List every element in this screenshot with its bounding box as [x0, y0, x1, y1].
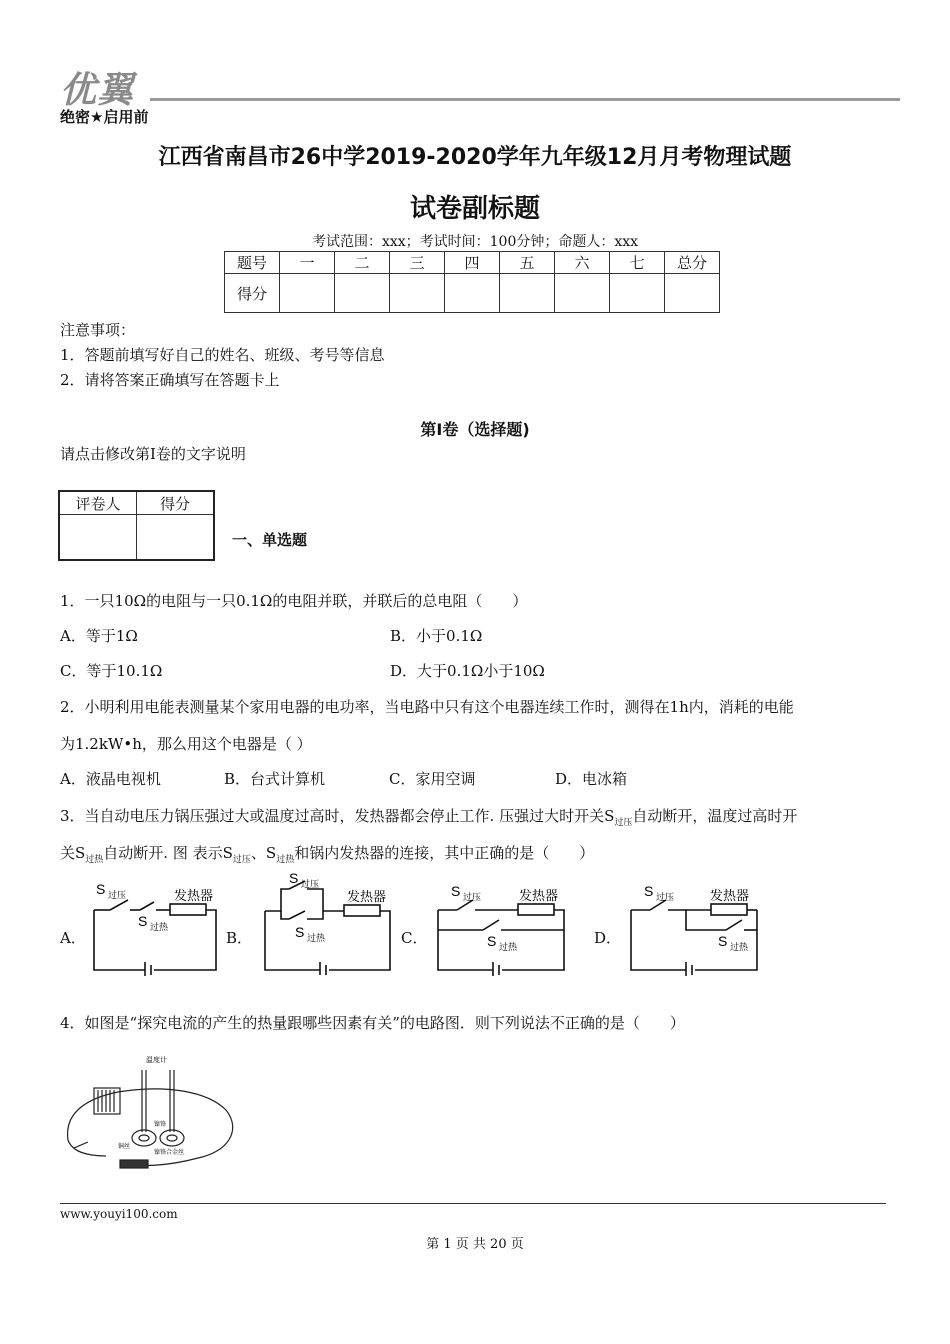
grader-table [58, 490, 215, 561]
score-cell[interactable] [555, 274, 610, 313]
exam-info: 考试范围：xxx；考试时间：100分钟；命题人：xxx [311, 234, 639, 250]
question-4-stem: 4．如图是“探究电流的产生的热量跟哪些因素有关”的电路图．则下列说法不正确的是（ ） [60, 1014, 685, 1032]
header-rule [150, 98, 900, 101]
svg-text:发热器: 发热器 [347, 889, 387, 904]
q1-option-d: D．大于0.1Ω小于10Ω [390, 662, 545, 680]
footer-url[interactable]: www.youyi100.com [60, 1207, 178, 1221]
grader-cell[interactable] [137, 515, 215, 561]
score-table [224, 251, 720, 313]
score-header-cell: 七 [610, 252, 665, 274]
question-1-stem: 1．一只10Ω的电阻与一只0.1Ω的电阻并联，并联后的总电阻（ ） [60, 592, 528, 610]
score-cell[interactable] [500, 274, 555, 313]
svg-text:S: S [718, 933, 728, 949]
question-2-stem-line1: 2．小明利用电能表测量某个家用电器的电功率，当电路中只有这个电器连续工作时，测得在1h内，消耗的电能 [60, 698, 794, 716]
svg-text:S: S [138, 913, 148, 929]
circuit-d-diagram [626, 876, 764, 976]
circuit-c-diagram [433, 876, 571, 976]
q3-option-c-label: C． [401, 929, 428, 947]
svg-text:S: S [487, 933, 497, 949]
secret-mark: 绝密★启用前 [60, 108, 149, 126]
page-number: 第 1 页 共 20 页 [426, 1237, 524, 1252]
grader-header: 得分 [137, 491, 215, 515]
q2-option-a: A．液晶电视机 [60, 770, 161, 788]
svg-text:过热: 过热 [150, 922, 169, 932]
q2-option-d: D．电冰箱 [555, 770, 628, 788]
notes-heading: 注意事项： [60, 321, 136, 339]
svg-text:过压: 过压 [108, 890, 127, 900]
svg-text:镍铬合金丝: 镍铬合金丝 [154, 1150, 185, 1156]
svg-text:发热器: 发热器 [519, 888, 559, 903]
svg-text:发热器: 发热器 [710, 888, 750, 903]
footer-rule [60, 1203, 886, 1204]
q4-experiment-figure [58, 1052, 248, 1174]
svg-text:镍铬: 镍铬 [154, 1122, 167, 1128]
score-cell[interactable] [390, 274, 445, 313]
score-header-cell: 三 [390, 252, 445, 274]
score-cell[interactable] [610, 274, 665, 313]
q3-option-d-label: D． [594, 929, 622, 947]
svg-text:过热: 过热 [307, 933, 326, 943]
section-description: 请点击修改第I卷的文字说明 [60, 445, 246, 463]
question-3-stem-line2: 关$S_{过热}$自动断开. 图 表示$S_{过压}$、$S_{过热}$和锅内发热器的连接，其中正确的是（ ） [60, 844, 595, 865]
grader-cell[interactable] [59, 515, 137, 561]
q1-option-b: B．小于0.1Ω [390, 627, 483, 645]
svg-text:S: S [96, 881, 106, 897]
q3-option-a-label: A． [60, 929, 86, 947]
question-3-stem-line1: 3．当自动电压力锅压强过大或温度过高时，发热器都会停止工作. 压强过大时开关$S_{过压}$自动断开，温度过高时开 [60, 807, 798, 828]
exam-subtitle: 试卷副标题 [409, 194, 540, 224]
q3-option-b-label: B． [226, 929, 253, 947]
score-cell[interactable] [335, 274, 390, 313]
svg-text:温度计: 温度计 [146, 1057, 167, 1064]
q1-option-a: A．等于1Ω [60, 627, 138, 645]
part-title: 一、单选题 [232, 531, 308, 549]
svg-text:过压: 过压 [656, 892, 675, 902]
svg-text:S: S [451, 883, 461, 899]
score-cell[interactable] [280, 274, 335, 313]
score-cell[interactable] [445, 274, 500, 313]
score-header-cell: 五 [500, 252, 555, 274]
section-title: 第I卷（选择题) [420, 420, 530, 439]
note-item: 2．请将答案正确填写在答题卡上 [60, 371, 280, 389]
score-header-cell: 二 [335, 252, 390, 274]
score-header-cell: 六 [555, 252, 610, 274]
exam-title: 江西省南昌市26中学2019-2020学年九年级12月月考物理试题 [158, 145, 792, 170]
score-header-cell: 一 [280, 252, 335, 274]
svg-text:S: S [295, 924, 305, 940]
q2-option-c: C．家用空调 [389, 770, 476, 788]
svg-text:过热: 过热 [730, 942, 749, 952]
q2-option-b: B．台式计算机 [224, 770, 326, 788]
score-row-label: 得分 [225, 274, 280, 313]
score-header-cell: 四 [445, 252, 500, 274]
svg-text:S: S [289, 870, 299, 886]
svg-text:过压: 过压 [463, 892, 482, 902]
svg-text:过热: 过热 [499, 942, 518, 952]
svg-text:S: S [644, 883, 654, 899]
question-2-stem-line2: 为1.2kW•h，那么用这个电器是（ ） [60, 735, 312, 753]
logo: 优翼 [60, 70, 135, 111]
svg-text:发热器: 发热器 [174, 888, 214, 903]
q1-option-c: C．等于10.1Ω [60, 662, 163, 680]
svg-text:过压: 过压 [301, 879, 320, 889]
grader-header: 评卷人 [59, 491, 137, 515]
note-item: 1．答题前填写好自己的姓名、班级、考号等信息 [60, 346, 385, 364]
score-cell[interactable] [665, 274, 720, 313]
score-header-cell: 题号 [225, 252, 280, 274]
svg-text:铜丝: 铜丝 [118, 1144, 131, 1150]
circuit-b-diagram [259, 869, 397, 975]
score-header-cell: 总分 [665, 252, 720, 274]
circuit-a-diagram [88, 876, 223, 976]
